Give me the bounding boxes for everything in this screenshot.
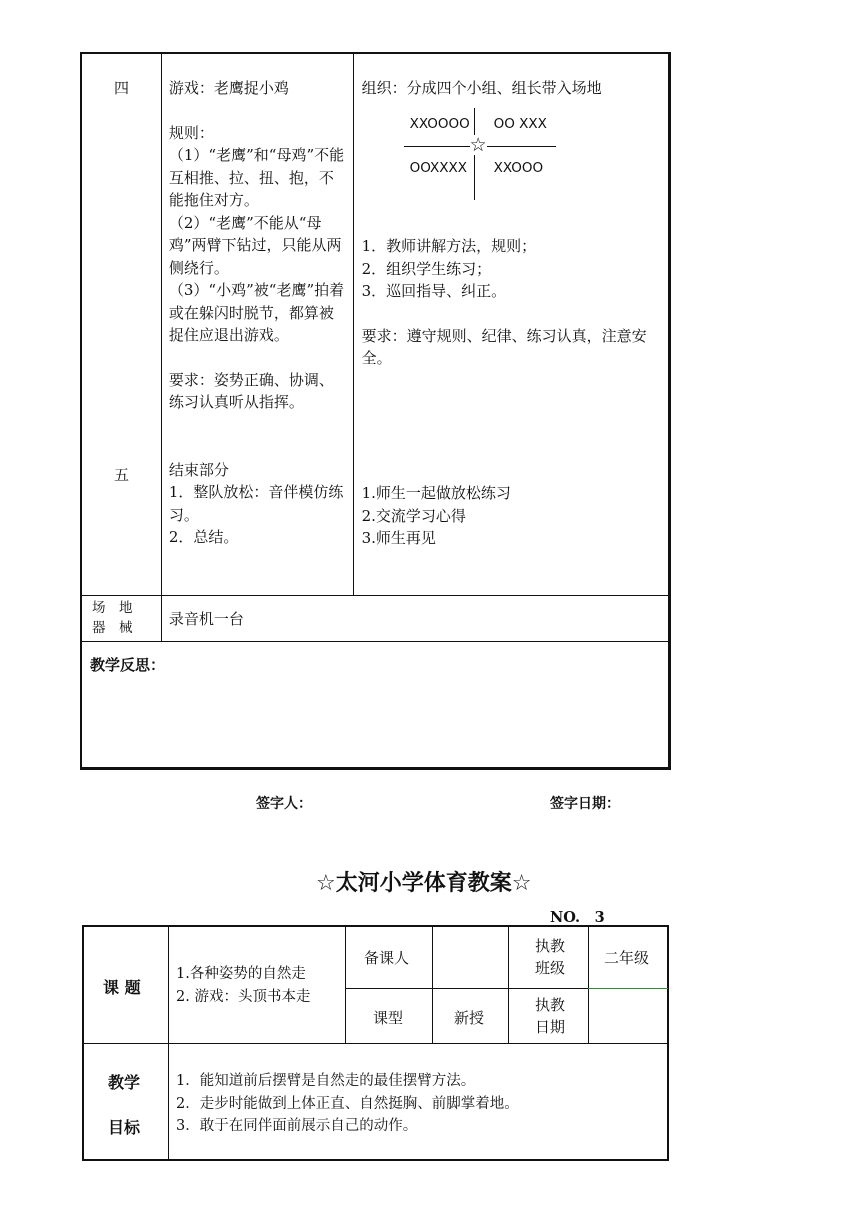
goal-item: 2．走步时能做到上体正直、自然挺胸、前脚掌着地。 [176,1095,519,1112]
section-number: 四 [113,79,129,97]
topic-label: 课 题 [103,978,141,997]
rule-item: （3）“小鸡”被“老鹰”拍着或在躲闪时脱节，都算被捉住应退出游戏。 [168,281,345,344]
grid-line [345,927,346,1043]
grid-line [432,927,433,1043]
signer-label: 签字人： [256,796,312,812]
preparer-label: 备课人 [364,949,410,967]
venue-label-cell [82,596,162,642]
grid-line [588,927,589,1043]
formation-group: OOXXXX [409,160,467,176]
goal-item: 3．敢于在同伴面前展示自己的动作。 [176,1118,418,1134]
venue-label: 场 地 [92,600,133,616]
ending-item: 2．总结。 [168,528,239,546]
grid-line [508,927,509,1043]
rule-item: （2）“老鹰”不能从“母鸡”两臂下钻过，只能从两侧绕行。 [168,213,342,277]
page-title: ☆太河小学体育教案☆ [316,871,532,896]
goals-list [176,1070,519,1138]
rule-item: （1）“老鹰”和“母鸡”不能互相推、拉、扭、抱，不能拖住对方。 [168,146,345,209]
equipment-label: 器 械 [92,620,133,636]
grid-line [345,988,588,989]
organization-text: 组织：分成四个小组、组长带入场地 [361,79,602,97]
plan-number: NO. 3 [550,909,605,926]
type-value: 新授 [454,1009,485,1027]
content-cell [161,54,353,596]
plan-table [82,925,669,1161]
ending-method-item: 1.师生一起做放松练习 [361,484,511,502]
class-value: 二年级 [604,949,650,967]
method-step: 2．组织学生练习； [361,259,492,278]
ending-method-item: 3.师生再见 [361,529,436,547]
date-label-text: 执教日期 [534,996,565,1036]
grid-line [84,1043,667,1044]
formation-group: XXOOO [493,160,544,176]
section-number: 五 [113,466,129,484]
venue-value: 录音机一台 [168,610,244,628]
topic-line: 1.各种姿势的自然走 [176,966,306,982]
ending-title: 结束部分 [168,460,229,479]
class-label [530,935,570,979]
goal-item: 1．能知道前后摆臂是自然走的最佳摆臂方法。 [176,1073,476,1089]
section-number-cell [82,54,162,596]
sign-date-label: 签字日期： [550,796,620,812]
ending-item: 1．整队放松：音伴模仿练习。 [168,483,344,524]
ending-method-item: 2.交流学习心得 [361,506,466,525]
venue-row [82,596,669,642]
class-label-text: 执教班级 [534,937,565,977]
goals-label-bottom: 目标 [108,1118,141,1137]
requirement-text: 要求：姿势正确、协调、练习认真听从指挥。 [168,370,334,411]
goals-label-top: 教学 [108,1073,141,1092]
star-icon: ☆ [469,134,487,156]
formation-group: OO XXX [493,116,547,132]
method-step: 1．教师讲解方法，规则； [361,237,537,255]
method-requirement: 要求：遵守规则、纪律、练习认真，注意安全。 [361,326,647,367]
reflection-label: 教学反思： [90,656,166,674]
formation-group: XXOOOO [409,116,470,132]
game-title: 游戏：老鹰捉小鸡 [168,79,289,97]
reflection-cell [82,642,669,768]
reflection-row [82,642,669,768]
method-cell [353,54,668,596]
type-label: 课型 [373,1009,404,1027]
topic-line: 2. 游戏：头顶书本走 [176,988,311,1005]
method-step: 3．巡回指导、纠正。 [361,282,507,300]
venue-value-cell [161,596,668,642]
formation-diagram [404,108,574,204]
table-row-section-4 [82,54,669,596]
topic-lines [176,963,310,1008]
date-label [530,994,570,1038]
rules-title: 规则： [168,123,214,142]
lesson-table [81,53,669,768]
grid-line-accent [588,988,668,989]
